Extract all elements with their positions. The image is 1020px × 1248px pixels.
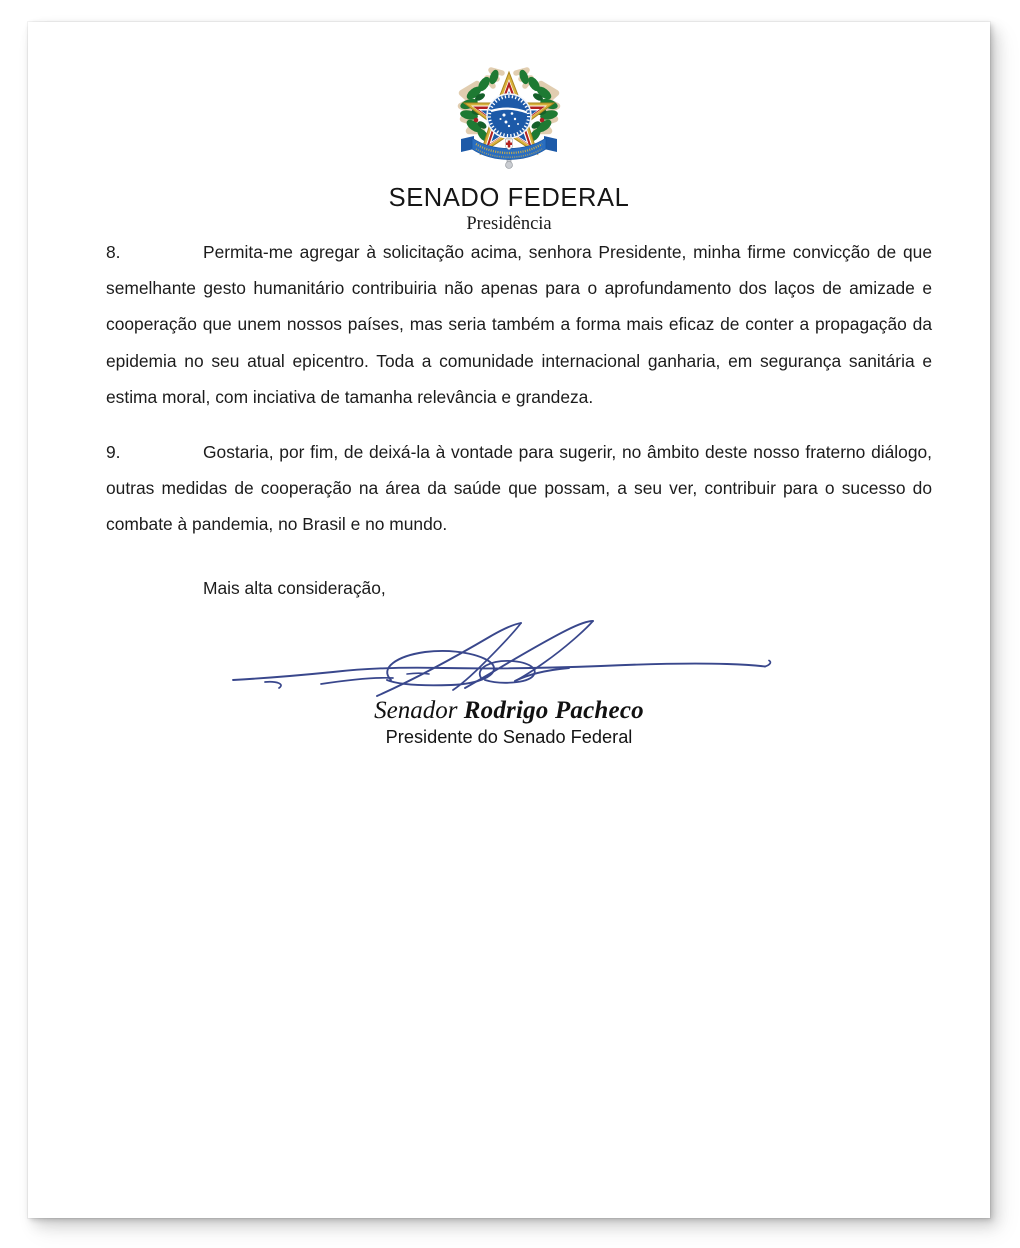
paragraph-number-9: 9. xyxy=(106,442,121,463)
paragraph-text-9: Gostaria, por fim, de deixá-la à vontade para sugerir, no âmbito deste nosso fraterno diálogo, outras medidas de cooperação na área da saúde que possam, a seu ver, contribuir para o sucesso do combate à pandemia, no Brasil e no mundo. xyxy=(106,442,932,535)
paragraph-number-8: 8. xyxy=(106,242,121,262)
document-page xyxy=(28,22,990,1218)
department-name: Presidência xyxy=(466,213,552,234)
signer-name-prefix: Senador xyxy=(374,697,458,724)
signer-title: Presidente do Senado Federal xyxy=(385,727,633,747)
brazilian-coat-of-arms-icon xyxy=(454,64,564,177)
institution-name: SENADO FEDERAL xyxy=(388,184,630,212)
paragraph-text-8: Permita-me agregar à solicitação acima, senhora Presidente, minha firme convicção de que semelhante gesto humanitário contribuiria não apenas para o aprofundamento dos laços de amizade e cooperação que unem nossos países, mas seria também a forma mais eficaz de conter a propagação da epidemia no seu atual epicentro. Toda a comunidade internacional ganharia, em segurança sanitária e estima moral, com inciativa de tamanha relevância e grandeza. xyxy=(106,242,932,407)
signature-block xyxy=(28,618,990,749)
signer-name xyxy=(28,696,990,725)
signer-name-main: Rodrigo Pacheco xyxy=(463,697,644,724)
closing-salutation: Mais alta consideração, xyxy=(203,577,386,598)
letter-body xyxy=(106,234,932,606)
paragraph-8 xyxy=(106,234,932,415)
paragraph-9 xyxy=(106,434,932,543)
letterhead xyxy=(28,22,990,234)
handwritten-signature-icon xyxy=(229,618,789,698)
